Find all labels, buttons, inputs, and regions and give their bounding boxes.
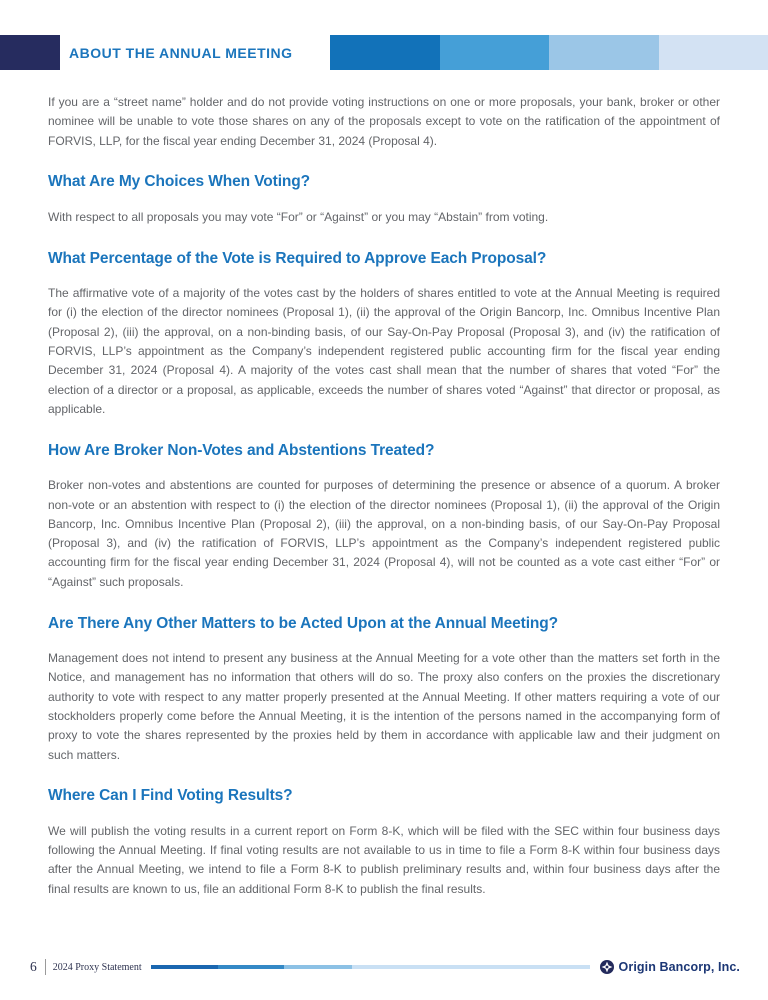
page-number: 6 — [30, 959, 37, 974]
strip-segment-4 — [659, 35, 768, 70]
section-heading-voting-choices: What Are My Choices When Voting? — [48, 173, 311, 191]
footer-gradient-bar — [151, 965, 590, 970]
strip-segment-3 — [549, 35, 659, 70]
page-body — [48, 70, 720, 899]
document-title: 2024 Proxy Statement — [52, 961, 142, 973]
page-footer — [30, 956, 740, 978]
footer-bar-segment-3 — [284, 965, 352, 970]
section-paragraph: Management does not intend to present any business at the Annual Meeting for a vote other than the matters set forth in the Notice, and management has no information that others will do so. The proxy also confers on the proxies the discretionary authority to vote with respect to any matter properly presented at the Annual Meeting. If other matters requiring a vote of our stockholders properly come before the Annual Meeting, it is the intention of the persons named in the accompanying form of proxy to vote the shares represented by the proxies held by them in accordance with applicable law and their judgment on such matters. — [48, 651, 720, 762]
section-heading-other-matters: Are There Any Other Matters to be Acted Upon at the Annual Meeting? — [48, 614, 559, 632]
strip-segment-2 — [440, 35, 550, 70]
section-paragraph: We will publish the voting results in a current report on Form 8-K, which will be filed with the SEC within four business days following the Annual Meeting. If final voting results are not available to us in time to file a Form 8-K within four business days after the Annual Meeting, we intend to file a Form 8-K to publish preliminary results and, within four business days after the final results are known to us, file an additional Form 8-K to publish the final results. — [48, 823, 720, 896]
header-accent-block — [0, 35, 60, 70]
section-heading-broker-non-votes: How Are Broker Non-Votes and Abstentions Treated? — [48, 441, 435, 459]
origin-bancorp-logo-icon — [600, 960, 614, 974]
page-title: ABOUT THE ANNUAL MEETING — [69, 44, 293, 61]
section-heading-vote-percentage: What Percentage of the Vote is Required to Approve Each Proposal? — [48, 249, 547, 267]
section-paragraph: Broker non-votes and abstentions are counted for purposes of determining the presence or absence of a quorum. A broker non-vote or an abstention with respect to (i) the election of the director nominees (Proposal 1), (ii) the approval of the Origin Bancorp, Inc. Omnibus Incentive Plan (Proposal 2), (iii) the approval, on a non-binding basis, of our Say-On-Pay Proposal (Proposal 3), and (iv) the ratification of FORVIS, LLP’s appointment as the Company’s independent registered public accounting firm for the fiscal year ending December 31, 2024 (Proposal 4), will not be counted as a vote cast either “For” or “Against” such proposals. — [48, 478, 720, 589]
company-name: Origin Bancorp, Inc. — [618, 960, 740, 974]
footer-bar-segment-1 — [151, 965, 218, 970]
footer-bar-segment-4 — [352, 965, 590, 970]
intro-paragraph: If you are a “street name” holder and do not provide voting instructions on one or more proposals, your bank, broker or other nominee will be unable to vote those shares on any of the proposals except to vote on the ratification of the appointment of FORVIS, LLP, for the fiscal year ending December 31, 2024 (Proposal 4). — [48, 95, 720, 148]
footer-divider — [45, 959, 46, 975]
company-logo — [600, 960, 740, 974]
strip-segment-1 — [330, 35, 440, 70]
header-color-strip — [330, 35, 768, 70]
page-header — [0, 35, 768, 70]
section-heading-voting-results: Where Can I Find Voting Results? — [48, 787, 293, 805]
section-paragraph: The affirmative vote of a majority of the votes cast by the holders of shares entitled to vote at the Annual Meeting is required for (i) the election of the director nominees (Proposal 1), (ii) the approval of the Origin Bancorp, Inc. Omnibus Incentive Plan (Proposal 2), (iii) the approval, on a non-binding basis, of our Say-On-Pay Proposal (Proposal 3), and (iv) the ratification of FORVIS, LLP’s appointment as the Company’s independent registered public accounting firm for the fiscal year ending December 31, 2024 (Proposal 4). A majority of the votes cast shall mean that the number of shares that voted “For” the election of a director or a proposal, as applicable, exceeds the number of shares voted “Against” that director or proposal, as applicable. — [48, 286, 720, 416]
footer-bar-segment-2 — [218, 965, 284, 970]
section-paragraph: With respect to all proposals you may vote “For” or “Against” or you may “Abstain” from voting. — [48, 209, 549, 224]
